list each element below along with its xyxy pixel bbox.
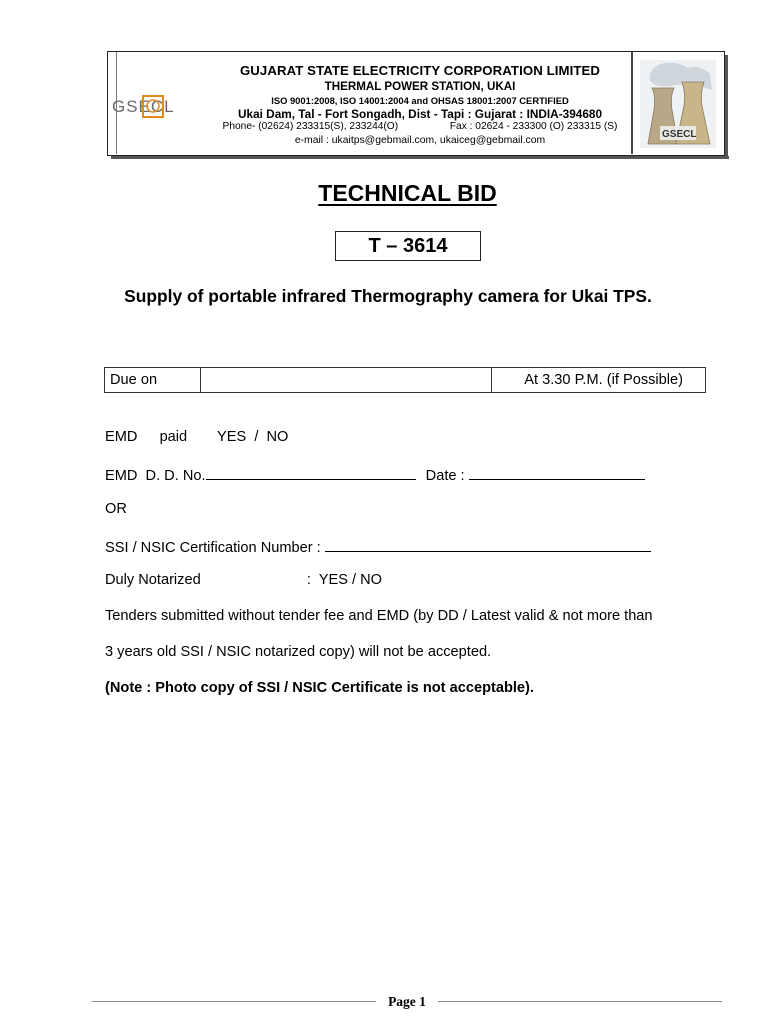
document-title: TECHNICAL BID xyxy=(318,180,497,206)
ssi-number-field[interactable] xyxy=(325,537,651,552)
note-bold: (Note : Photo copy of SSI / NSIC Certificate is not acceptable). xyxy=(105,680,534,696)
due-table xyxy=(104,367,706,393)
document-subject: Supply of portable infrared Thermography camera for Ukai TPS. xyxy=(124,286,652,306)
dd-number-field[interactable] xyxy=(206,465,416,480)
ssi-label: SSI / NSIC Certification Number : xyxy=(105,540,321,556)
certifications: ISO 9001:2008, ISO 14001:2004 and OHSAS 18001:2007 CERTIFIED xyxy=(271,95,569,106)
notarized-options[interactable]: : YES / NO xyxy=(306,572,383,588)
company-name: GUJARAT STATE ELECTRICITY CORPORATION LIMITED xyxy=(239,63,601,78)
date-field[interactable] xyxy=(469,465,645,480)
address: Ukai Dam, Tal - Fort Songadh, Dist - Tapi : Gujarat : INDIA-394680 xyxy=(237,107,602,121)
ssi-row xyxy=(105,537,651,556)
letterhead-shadow-right xyxy=(725,55,728,159)
emd-label: EMD xyxy=(105,429,138,445)
note-line-2: 3 years old SSI / NSIC notarized copy) will not be accepted. xyxy=(105,644,492,660)
contact-line xyxy=(200,121,640,132)
cooling-tower-logo-text: GSECL xyxy=(662,129,697,140)
station-name: THERMAL POWER STATION, UKAI xyxy=(324,80,516,93)
emd-row xyxy=(105,429,288,445)
tender-number: T – 3614 xyxy=(335,231,481,261)
notarized-label: Duly Notarized xyxy=(105,572,201,588)
email-text: e-mail : ukaitps@gebmail.com, ukaiceg@gebmail.com xyxy=(294,135,546,146)
fax-text: Fax : 02624 - 233300 (O) 233315 (S) xyxy=(449,121,618,132)
note-line-1: Tenders submitted without tender fee and EMD (by DD / Latest valid & not more than xyxy=(105,608,653,624)
emd-paid-label: paid xyxy=(159,429,188,445)
due-date-field[interactable] xyxy=(201,368,492,392)
page-number: Page 1 xyxy=(388,994,426,1009)
emd-options[interactable]: YES / NO xyxy=(217,429,289,445)
gsecl-logo-left xyxy=(112,90,194,122)
footer-rule-right xyxy=(438,1001,722,1002)
letterhead-shadow-bottom xyxy=(111,156,729,159)
notarized-row xyxy=(105,572,382,588)
dd-label: EMD D. D. No. xyxy=(105,468,206,484)
due-time: At 3.30 P.M. (if Possible) xyxy=(524,372,683,388)
gsecl-logo-left-text: GSECL xyxy=(112,97,175,116)
due-label: Due on xyxy=(105,368,201,392)
footer-rule-left xyxy=(92,1001,376,1002)
or-text: OR xyxy=(105,501,127,517)
dd-row xyxy=(105,465,645,484)
date-label: Date : xyxy=(425,468,465,484)
cooling-tower-logo xyxy=(640,60,716,148)
phone-text: Phone- (02624) 233315(S), 233244(O) xyxy=(222,121,399,132)
